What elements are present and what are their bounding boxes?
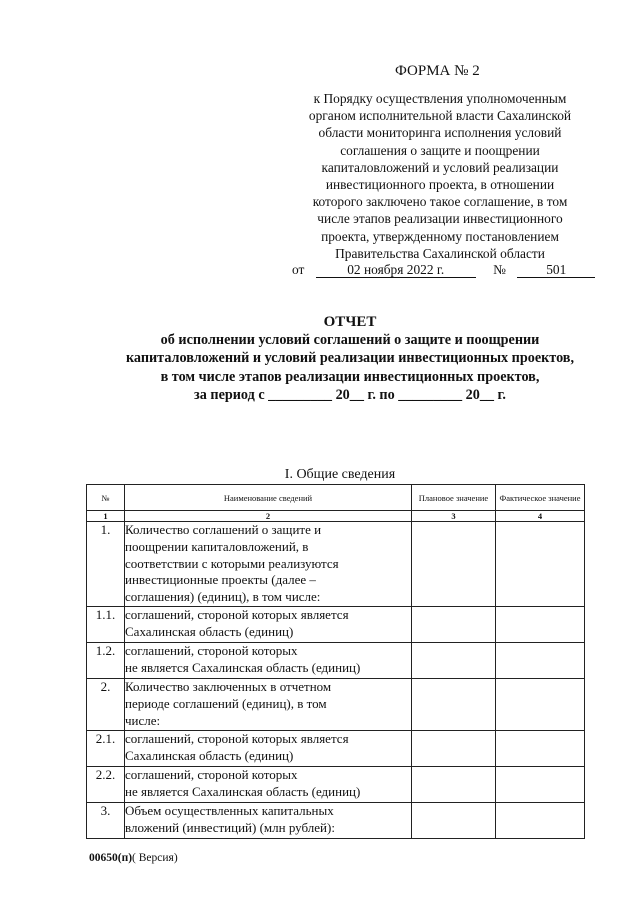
row-label-line: вложений (инвестиций) (млн рублей): (125, 819, 335, 835)
order-line: числе этапов реализации инвестиционного (317, 211, 563, 227)
row-label-line: Объем осуществленных капитальных (125, 803, 334, 818)
order-line: области мониторинга исполнения условий (318, 125, 562, 141)
order-line: которого заключено такое соглашение, в том (312, 194, 568, 210)
planned-value-cell (412, 731, 496, 767)
row-label (125, 522, 412, 607)
planned-value-cell (412, 767, 496, 803)
order-line: инвестиционного проекта, в отношении (325, 177, 555, 193)
planned-value-cell (412, 803, 496, 839)
table-row (87, 522, 585, 607)
row-label-line: периоде соглашений (единиц), в том (125, 695, 327, 711)
column-number-row (87, 511, 585, 522)
row-number: 2. (87, 679, 125, 731)
table-row (87, 731, 585, 767)
column-number: 3 (412, 511, 496, 522)
column-header: Наименование сведений (125, 485, 412, 511)
column-header: № (87, 485, 125, 511)
actual-value-cell (496, 522, 585, 607)
document-version: ( Версия) (132, 852, 178, 864)
actual-value-cell (496, 767, 585, 803)
report-heading (60, 313, 633, 404)
row-number: 1.2. (87, 643, 125, 679)
actual-value-cell (496, 643, 585, 679)
resolution-date-line (292, 262, 602, 278)
form-number: ФОРМА № 2 (395, 63, 480, 79)
column-number: 2 (125, 511, 412, 522)
row-label-line: инвестиционные проекты (далее – (125, 572, 316, 588)
row-label-line: не является Сахалинская область (единиц) (125, 783, 361, 799)
resolution-number: 501 (517, 262, 595, 278)
report-subtitle-line: в том числе этапов реализации инвестиционных проектов, (160, 368, 540, 385)
row-label-line: Количество соглашений о защите и (125, 522, 322, 537)
order-line: Правительства Сахалинской области (335, 245, 545, 261)
order-line: к Порядку осуществления уполномоченным (313, 91, 567, 106)
document-code: 00650(п) (89, 852, 133, 864)
order-line: капиталовложений и условий реализации (321, 159, 559, 175)
row-number: 1. (87, 522, 125, 607)
order-line: соглашения о защите и поощрении (340, 142, 540, 158)
order-reference-block (280, 90, 600, 262)
row-number: 2.1. (87, 731, 125, 767)
report-subtitle-line: капиталовложений и условий реализации инвестиционных проектов, (125, 350, 575, 367)
row-number: 1.1. (87, 607, 125, 643)
actual-value-cell (496, 731, 585, 767)
column-number: 1 (87, 511, 125, 522)
planned-value-cell (412, 679, 496, 731)
row-number: 2.2. (87, 767, 125, 803)
report-title: ОТЧЕТ (323, 314, 377, 330)
row-label-line: числе: (125, 712, 161, 728)
resolution-date: 02 ноября 2022 г. (316, 262, 476, 278)
planned-value-cell (412, 607, 496, 643)
row-label (125, 643, 412, 679)
row-label-line: поощрении капиталовложений, в (125, 538, 309, 554)
row-label-line: соглашений, стороной которых является (125, 607, 349, 622)
planned-value-cell (412, 643, 496, 679)
row-label (125, 679, 412, 731)
section-title: I. Общие сведения (284, 467, 396, 482)
column-number: 4 (496, 511, 585, 522)
document-footer (89, 852, 178, 864)
actual-value-cell (496, 679, 585, 731)
from-label: от (292, 262, 305, 277)
number-sign: № (493, 262, 506, 277)
order-line: проекта, утвержденному постановлением (321, 228, 559, 244)
row-label-line: соглашения) (единиц), в том числе: (125, 589, 321, 605)
table-row (87, 607, 585, 643)
row-label (125, 767, 412, 803)
row-label-line: Сахалинская область (единиц) (125, 747, 294, 763)
table-row (87, 679, 585, 731)
row-label-line: Сахалинская область (единиц) (125, 623, 294, 639)
actual-value-cell (496, 803, 585, 839)
row-number: 3. (87, 803, 125, 839)
row-label (125, 731, 412, 767)
table-row (87, 767, 585, 803)
row-label (125, 803, 412, 839)
row-label-line: соглашений, стороной которых является (125, 731, 349, 746)
row-label-line: не является Сахалинская область (единиц) (125, 659, 361, 675)
general-info-table (86, 484, 585, 839)
order-line: органом исполнительной власти Сахалинской (308, 108, 572, 124)
row-label-line: соглашений, стороной которых (125, 767, 298, 782)
column-header: Фактическое значение (496, 485, 585, 511)
column-header: Плановое значение (412, 485, 496, 511)
row-label-line: Количество заключенных в отчетном (125, 679, 332, 694)
row-label-line: соглашений, стороной которых (125, 643, 298, 658)
table-header-row (87, 485, 585, 511)
planned-value-cell (412, 522, 496, 607)
table-row (87, 643, 585, 679)
row-label (125, 607, 412, 643)
actual-value-cell (496, 607, 585, 643)
report-period-line: за период с _________ 20__ г. по _________ 20__ г. (194, 386, 506, 403)
report-subtitle-line: об исполнении условий соглашений о защите и поощрении (160, 332, 540, 349)
table-row (87, 803, 585, 839)
row-label-line: соответствии с которыми реализуются (125, 555, 339, 571)
